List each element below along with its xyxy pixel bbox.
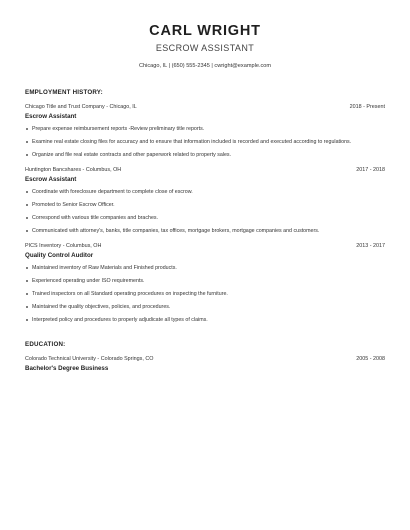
bullet-item: Maintained inventory of Raw Materials and Finished products. — [25, 265, 385, 272]
job-bullets — [25, 126, 385, 159]
job-company: Chicago Title and Trust Company - Chicago, IL — [25, 104, 137, 110]
job-title: Escrow Assistant — [25, 176, 77, 183]
job-entry — [25, 166, 385, 235]
job-company: Huntington Bancshares - Columbus, OH — [25, 167, 122, 173]
job-meta — [25, 242, 385, 250]
candidate-title: ESCROW ASSISTANT — [155, 43, 255, 53]
bullet-item: Maintained the quality objectives, policies, and procedures. — [25, 304, 385, 311]
bullet-item: Organize and file real estate contracts and other paperwork related to property sales. — [25, 152, 385, 159]
employment-heading: EMPLOYMENT HISTORY: — [25, 89, 103, 96]
job-meta — [25, 166, 385, 174]
job-company: PICS Inventory - Columbus, OH — [25, 243, 102, 249]
candidate-name: CARL WRIGHT — [149, 23, 261, 39]
bullet-item: Experienced operating under ISO requirements. — [25, 278, 385, 285]
job-bullets — [25, 189, 385, 235]
job-dates: 2018 - Present — [349, 104, 385, 110]
contact-line: Chicago, IL | (650) 555-2345 | cwright@example.com — [138, 63, 272, 69]
bullet-item: Communicated with attorney's, banks, title companies, tax offices, mortgage brokers, mortgage companies and customers. — [25, 228, 385, 235]
education-section — [25, 341, 385, 373]
job-entry — [25, 242, 385, 324]
employment-section — [25, 89, 385, 324]
job-dates: 2013 - 2017 — [356, 243, 385, 249]
job-bullets — [25, 265, 385, 324]
bullet-item: Prepare expense reimbursement reports -Review preliminary title reports. — [25, 126, 385, 133]
bullet-item: Examine real estate closing files for accuracy and to ensure that information included is recorded and executed according to regulations. — [25, 139, 385, 146]
bullet-item: Promoted to Senior Escrow Officer. — [25, 202, 385, 209]
education-heading: EDUCATION: — [25, 341, 66, 348]
bullet-item: Correspond with various title companies and braches. — [25, 215, 385, 222]
bullet-item: Interpreted policy and procedures to properly adjudicate all types of claims. — [25, 317, 385, 324]
education-entry — [25, 355, 385, 373]
job-dates: 2017 - 2018 — [356, 167, 385, 173]
bullet-item: Coordinate with foreclosure department to complete close of escrow. — [25, 189, 385, 196]
school-name: Colorado Technical University - Colorado Springs, CO — [25, 356, 154, 362]
bullet-item: Trained inspectors on all Standard operating procedures on inspecting the furniture. — [25, 291, 385, 298]
degree-name: Bachelor's Degree Business — [25, 365, 109, 372]
education-dates: 2005 - 2008 — [356, 356, 385, 362]
job-title: Escrow Assistant — [25, 113, 77, 120]
education-meta — [25, 355, 385, 363]
resume-header — [25, 0, 385, 70]
job-entry — [25, 103, 385, 159]
job-title: Quality Control Auditor — [25, 252, 94, 259]
job-meta — [25, 103, 385, 111]
